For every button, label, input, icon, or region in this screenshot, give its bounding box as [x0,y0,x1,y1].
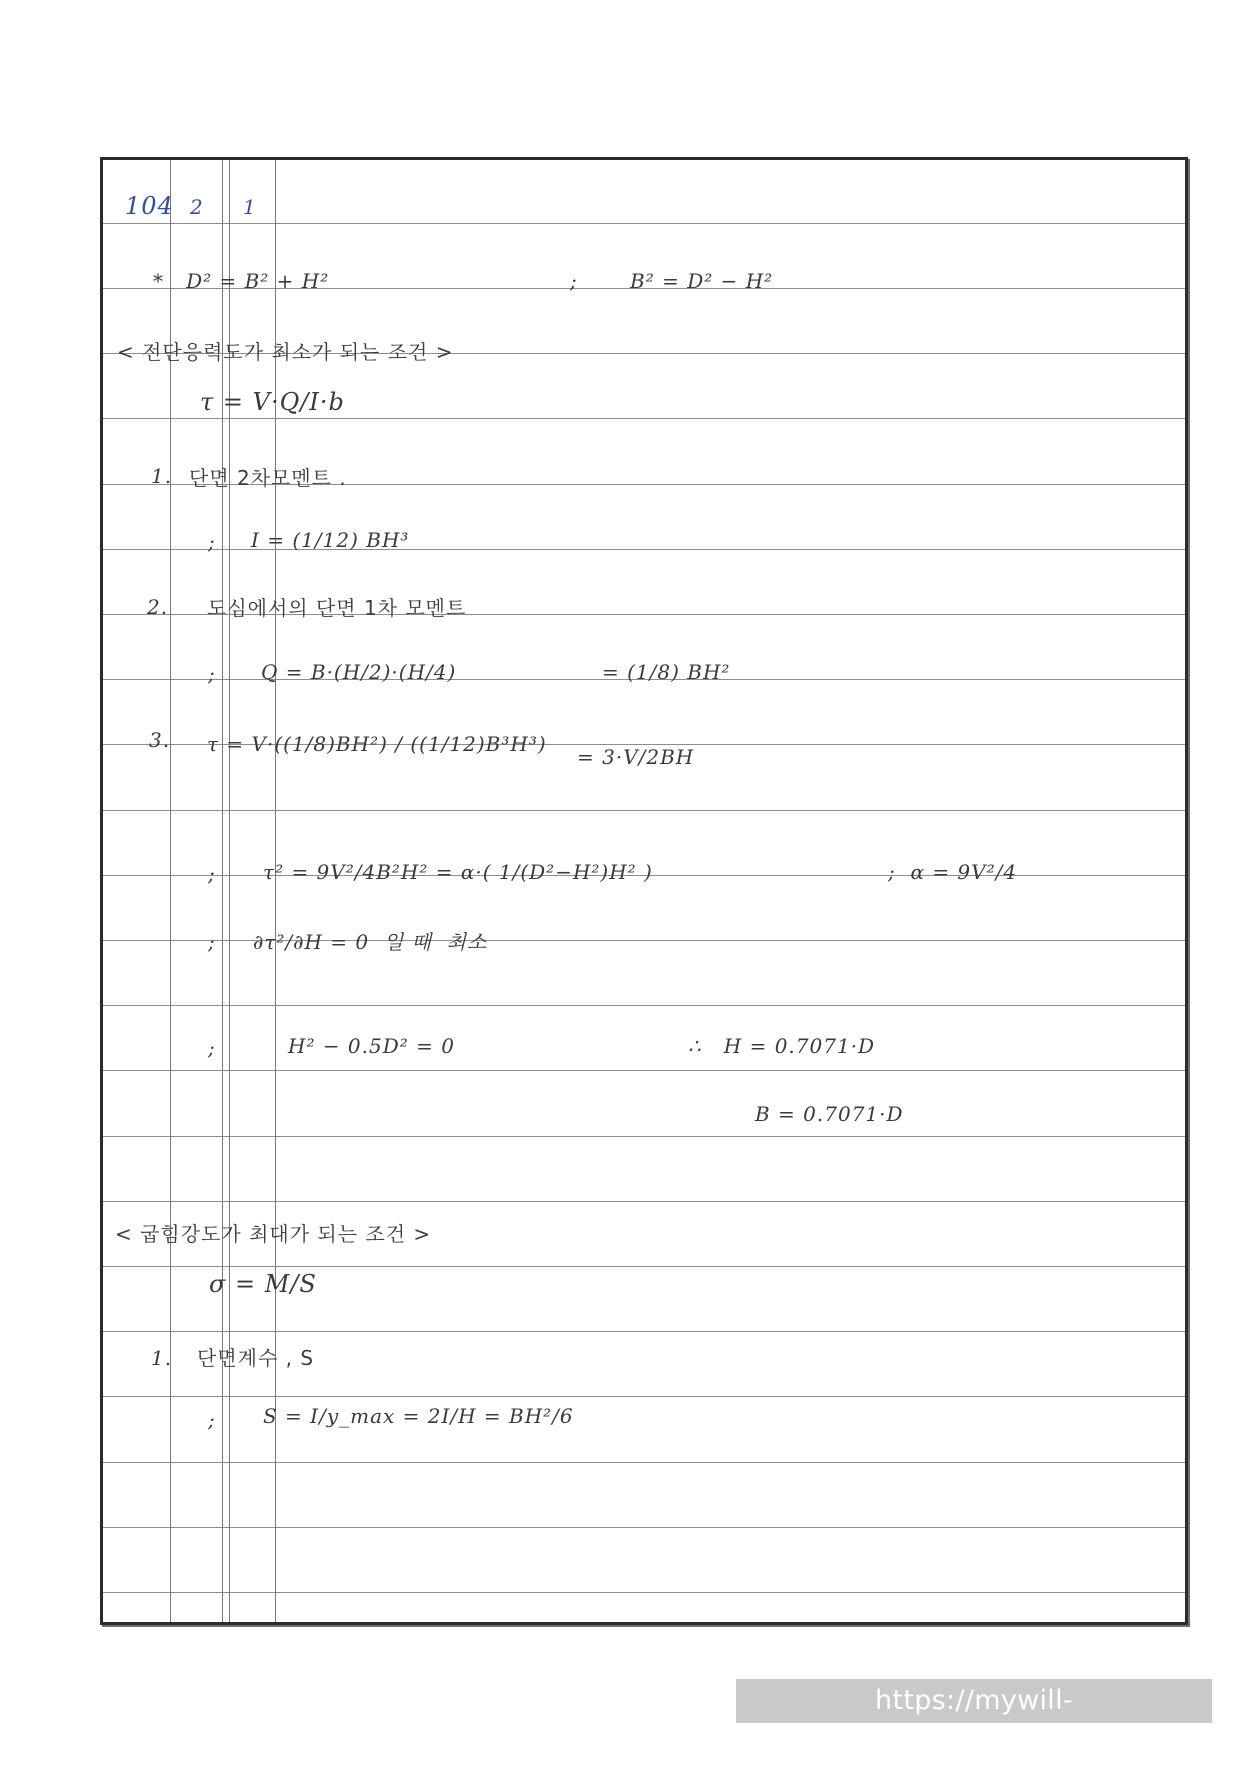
sigma-formula: σ = M/S [209,1270,317,1298]
ruled-line [103,1266,1185,1267]
derivative-equation: ∂τ²/∂H = 0 일 때 최소 [253,930,488,954]
ruled-line [103,1005,1185,1006]
solution-B: B = 0.7071·D [755,1102,904,1126]
square-equation: τ² = 9V²/4B²H² = α·( 1/(D²−H²)H² ) [263,860,653,884]
step1-number: 1. [151,464,173,488]
ruled-line [103,1462,1185,1463]
problem-number: 104 [125,192,174,220]
ruled-line [103,1070,1185,1071]
ruled-line [103,1201,1185,1202]
section2-title: < 굽힘강도가 최대가 되는 조건 > [115,1222,432,1246]
watermark-url: https://mywill-engineer.tistory.com [736,1679,1212,1723]
margin-line [229,160,230,1622]
s-equation: S = I/y_max = 2I/H = BH²/6 [263,1404,574,1428]
square-semicolon: ; [208,862,216,886]
section1-title: < 전단응력도가 최소가 되는 조건 > [117,340,454,364]
solution-equation: H² − 0.5D² = 0 [288,1034,455,1058]
solution-H: ∴ H = 0.7071·D [688,1034,876,1058]
relation-left: * D² = B² + H² [153,269,330,293]
ruled-line [103,1527,1185,1528]
step1-semicolon: ; [208,530,216,554]
step2-semicolon: ; [208,662,216,686]
step1-equation: I = (1/12) BH³ [251,528,410,552]
ruled-line [103,1331,1185,1332]
margin-line [170,160,171,1622]
alpha-definition: ; α = 9V²/4 [888,860,1018,884]
header-col3: 1 [243,195,257,219]
step2-title: 도심에서의 단면 1차 모멘트 [207,596,467,620]
step1-title: 단면 2차모멘트 . [189,466,347,490]
margin-line [275,160,276,1622]
ruled-line [103,810,1185,811]
s-title: 단면계수 , S [197,1346,315,1370]
relation-right: B² = D² − H² [630,269,774,293]
step3-equation: τ = V·((1/8)BH²) / ((1/12)B³H³) [207,732,547,756]
relation-sep: ; [570,269,578,293]
ruled-line [103,1136,1185,1137]
ruled-line [103,223,1185,224]
step2-number: 2. [147,595,169,619]
step3-number: 3. [149,728,171,752]
solution-semicolon: ; [208,1036,216,1060]
header-col2: 2 [190,195,204,219]
ruled-line [103,418,1185,419]
ruled-line [103,1396,1185,1397]
derivative-semicolon: ; [208,930,216,954]
notebook-page [100,157,1188,1625]
step3-result: = 3·V/2BH [577,745,695,769]
s-semicolon: ; [208,1408,216,1432]
s-number: 1. [151,1346,173,1370]
step2-result: = (1/8) BH² [602,660,731,684]
step2-equation: Q = B·(H/2)·(H/4) [261,660,457,684]
tau-formula: τ = V·Q/I·b [200,388,345,416]
margin-line [222,160,223,1622]
ruled-line [103,1592,1185,1593]
